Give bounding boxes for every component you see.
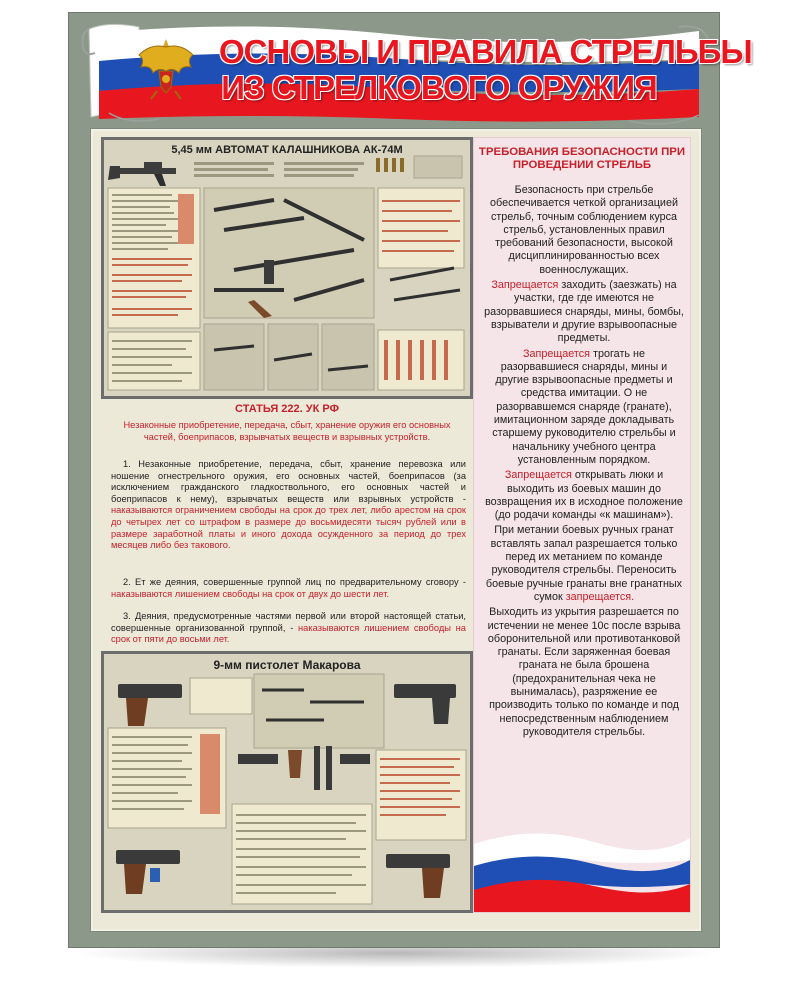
article-paragraph-2-penalty: наказываются лишением свободы на срок от двух до шести лет. — [111, 588, 390, 599]
article-paragraph-1-text: 1. Незаконные приобретение, передача, сбыт, хранение перевозка или ношение огнестрельного оружия, его основных частей, боеприпасов (за исключением гражданского гладкоствольного, его основных частей и боеприпасов к нему), взрывчатых веществ или взрывных устройств - — [111, 459, 466, 504]
safety-paragraph-4 — [484, 469, 684, 522]
article-paragraph-2-text: 2. Ет же деяния, совершенные группой лиц по предварительному сговору - — [123, 577, 466, 587]
safety-paragraph-3-text: трогать не разорвавшиеся снаряды, мины и другие взрывоопасные предметы и средства имитации. О не разорвавшемся снаряде (гранате), имитационном заряде докладывать старшему руководителю стрельбы и начальнику учебного центра установленным порядком. — [492, 347, 676, 466]
article-paragraph-3-penalty: наказываются лишением свободы на срок от пяти до восьми лет. — [111, 622, 466, 645]
safety-paragraph-6: Выходить из укрытия разрешается по истечении не менее 10с после взрыва оборонительной или противотанковой гранаты. Если заряженная боевая граната не была брошена (предохранительная чека не вынималась), разряжение ее производить только по команде и под непосредственным наблюдением руководителя стрельбы. — [487, 606, 681, 738]
article-222-block — [101, 399, 473, 651]
article-paragraph-2 — [111, 577, 466, 600]
pistol-icon — [118, 684, 182, 726]
safety-body — [484, 184, 684, 741]
safety-prohibited-1: Запрещается — [491, 279, 559, 292]
content-panel — [91, 129, 701, 931]
pistol-icon — [116, 850, 180, 894]
safety-prohibited-4: запрещается. — [565, 590, 635, 603]
russian-army-eagle-emblem-icon — [131, 33, 201, 103]
pistol-icon — [386, 854, 450, 898]
poster-title-line-2: ИЗ СТРЕЛКОВОГО ОРУЖИЯ — [221, 69, 657, 106]
article-paragraph-3 — [111, 611, 466, 646]
rifle-icon — [108, 162, 176, 186]
safety-title: ТРЕБОВАНИЯ БЕЗОПАСНОСТИ ПРИ ПРОВЕДЕНИИ СТРЕЛЬБ — [478, 146, 686, 171]
safety-prohibited-3: Запрещается — [504, 469, 572, 482]
safety-paragraph-5-text: При метании боевых ручных гранат вставлять запал разрешается только перед их метанием по команде руководителя стрельбы. Переносить боевые ручные гранаты вне гранатных сумок — [485, 524, 683, 603]
ak-sheet-illustrations — [104, 140, 470, 396]
ak74m-reference-sheet — [101, 137, 473, 399]
poster-header — [69, 13, 752, 131]
safety-paragraph-3 — [484, 348, 684, 468]
article-title: СТАТЬЯ 222. УК РФ — [235, 403, 339, 415]
pm-sheet-illustrations — [104, 654, 470, 910]
safety-paragraph-4-text: открывать люки и выходить из боевых машин до возвращения их в исходное положение (до родачи команды «к машинам»). — [485, 469, 683, 522]
safety-paragraph-2-text: заходить (заезжать) на участки, где где имеются не разорвавшиеся снаряды, мины, бомбы, взрыватели и другие взрывоопасные предметы. — [484, 279, 684, 345]
article-paragraph-1 — [111, 459, 466, 552]
cartridges-icon — [376, 158, 404, 172]
pm-sheet-title: 9-мм пистолет Макарова — [213, 658, 361, 672]
safety-paragraph-1: Безопасность при стрельбе обеспечивается четкой организацией стрельб, точным соблюдением курса стрельб, установленных правил требований безопасности, высокой дисциплинированностью всех военнослужащих. — [490, 184, 678, 276]
article-paragraph-1-penalty: наказываются ограничением свободы на срок до трех лет, либо арестом на срок до четырех лет со штрафом в размере до восьмидесяти тысяч рублей или в размере заработной платы и иного дохода осужденного за период до трех месяцев либо без такового. — [111, 505, 466, 551]
makarov-reference-sheet — [101, 651, 473, 913]
flag-wave-decoration — [474, 814, 690, 914]
poster-board — [68, 12, 752, 948]
article-paragraph-3-text: 3. Деяния, предусмотренные частями первой или второй настоящей статьи, совершенные организованной группой, - — [111, 611, 466, 633]
safety-paragraph-5 — [484, 524, 684, 604]
poster-title-line-1: ОСНОВЫ И ПРАВИЛА СТРЕЛЬБЫ — [219, 33, 752, 70]
safety-requirements-column — [473, 137, 691, 913]
article-intro: Незаконные приобретение, передача, сбыт, хранение оружия его основных частей, боеприпасов, взрывчатых веществ и взрывных устройств. — [123, 420, 451, 442]
ak-sheet-title: 5,45 мм АВТОМАТ КАЛАШНИКОВА АК-74М — [171, 144, 403, 156]
pistol-icon — [394, 684, 456, 724]
safety-paragraph-2 — [484, 279, 684, 345]
safety-prohibited-2: Запрещается — [523, 347, 591, 360]
